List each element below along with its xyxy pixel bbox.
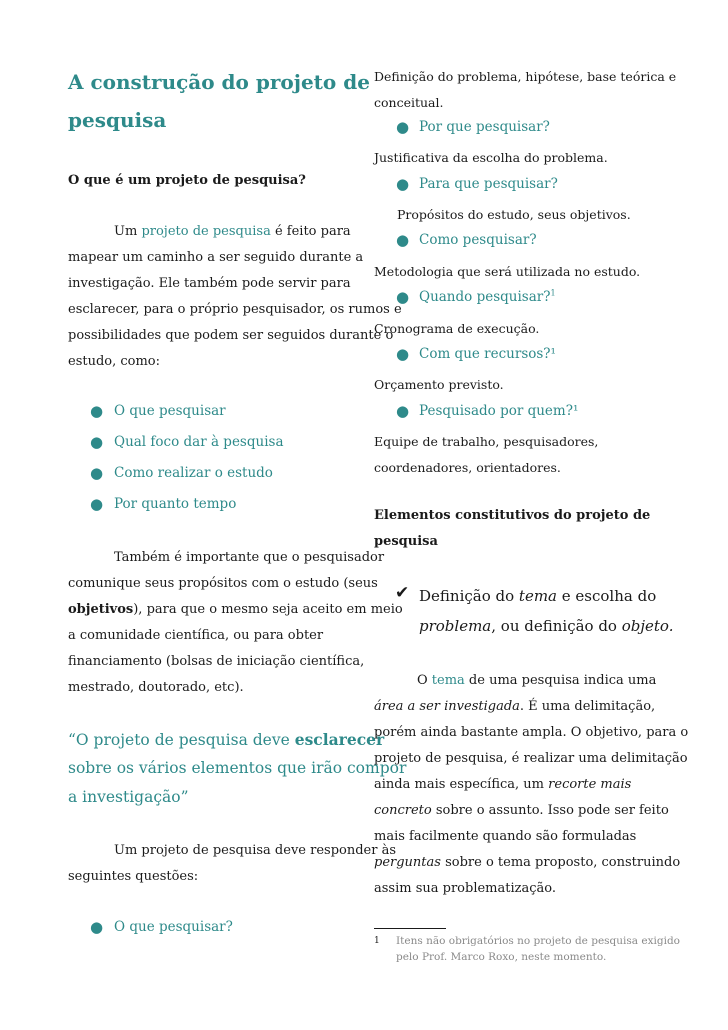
bullet-dot-icon: ● <box>396 175 410 193</box>
answer-resources: Orçamento previsto. <box>374 377 504 392</box>
answer-when: Cronograma de execução. <box>374 321 540 336</box>
theme-line9: assim sua problematização. <box>374 881 556 896</box>
intro-line4: esclarecer, para o próprio pesquisador, os rumos e <box>68 302 402 317</box>
objectives-term: objetivos <box>68 602 134 617</box>
bullet-dot-icon: ● <box>396 402 410 420</box>
project-link[interactable]: projeto de pesquisa <box>141 224 271 239</box>
section-heading-what-is: O que é um projeto de pesquisa? <box>68 173 306 188</box>
bullet-dot-icon: ● <box>396 288 410 306</box>
intro-line3: investigação. Ele também pode servir para <box>68 276 351 291</box>
bullet-dot-icon: ● <box>396 345 410 363</box>
answer-why: Justificativa da escolha do problema. <box>374 150 608 165</box>
purpose-line6: mestrado, doutorado, etc). <box>68 680 244 695</box>
bullet-dot-icon: ● <box>90 918 104 936</box>
answer-how: Metodologia que será utilizada no estudo. <box>374 264 641 279</box>
bullet-dot-icon: ● <box>90 402 104 420</box>
elements-heading-line1: Elementos constitutivos do projeto de <box>374 508 651 523</box>
theme-line3: porém ainda bastante ampla. O objetivo, para o <box>374 725 689 740</box>
question-answer-what-line2: conceitual. <box>374 95 444 110</box>
bullet-dot-icon: ● <box>90 495 104 513</box>
intro-lead: Um <box>114 224 138 239</box>
answer-for-what: Propósitos do estudo, seus objetivos. <box>397 207 631 222</box>
answer-who-line2: coordenadores, orientadores. <box>374 460 561 475</box>
purpose-line3: ), para que o mesmo seja aceito em meio <box>133 602 403 617</box>
intro-line1 <box>68 219 351 245</box>
theme-line7: mais facilmente quando são formuladas <box>374 829 637 844</box>
theme-term: tema <box>431 673 465 688</box>
page-title-line2: pesquisa <box>68 108 167 132</box>
intro-line5: possibilidades que podem ser seguidos durante o <box>68 328 394 343</box>
bullet-dot-icon: ● <box>90 433 104 451</box>
quote-emphasis: esclarecer <box>294 730 385 749</box>
footnote-mark: 1 <box>374 936 380 946</box>
purpose-line4: a comunidade científica, ou para obter <box>68 628 324 643</box>
questions-intro-line2: seguintes questões: <box>68 869 199 884</box>
intro-rest: é feito para <box>274 224 351 239</box>
purpose-line2: comunique seus propósitos com o estudo (seus <box>68 576 378 591</box>
footnote-line2: pelo Prof. Marco Roxo, neste momento. <box>396 951 607 963</box>
footnote-reference[interactable]: 1 <box>550 288 556 298</box>
theme-line4: projeto de pesquisa, é realizar uma delimitação <box>374 751 688 766</box>
elements-heading-line2: pesquisa <box>374 534 438 549</box>
answer-who-line1: Equipe de trabalho, pesquisadores, <box>374 434 599 449</box>
bullet-dot-icon: ● <box>396 231 410 249</box>
bullet-dot-icon: ● <box>90 464 104 482</box>
footnote-line1: Itens não obrigatórios no projeto de pesquisa exigido <box>396 935 680 947</box>
purpose-line1: Também é importante que o pesquisador <box>114 550 385 565</box>
quote-line3: a investigação” <box>68 788 189 806</box>
purpose-line5: financiamento (bolsas de iniciação científica, <box>68 654 365 669</box>
checkmark-icon: ✔ <box>395 583 410 603</box>
questions-intro-line1: Um projeto de pesquisa deve responder às <box>114 843 396 858</box>
intro-line2: mapear um caminho a ser seguido durante a <box>68 250 364 265</box>
intro-line6: estudo, como: <box>68 354 161 369</box>
question-answer-what-line1: Definição do problema, hipótese, base teórica e <box>374 69 677 84</box>
footnote-separator <box>374 928 446 929</box>
quote-line2: sobre os vários elementos que irão compor <box>68 759 407 777</box>
page-title-line1: A construção do projeto de <box>68 70 370 94</box>
bullet-dot-icon: ● <box>396 118 410 136</box>
